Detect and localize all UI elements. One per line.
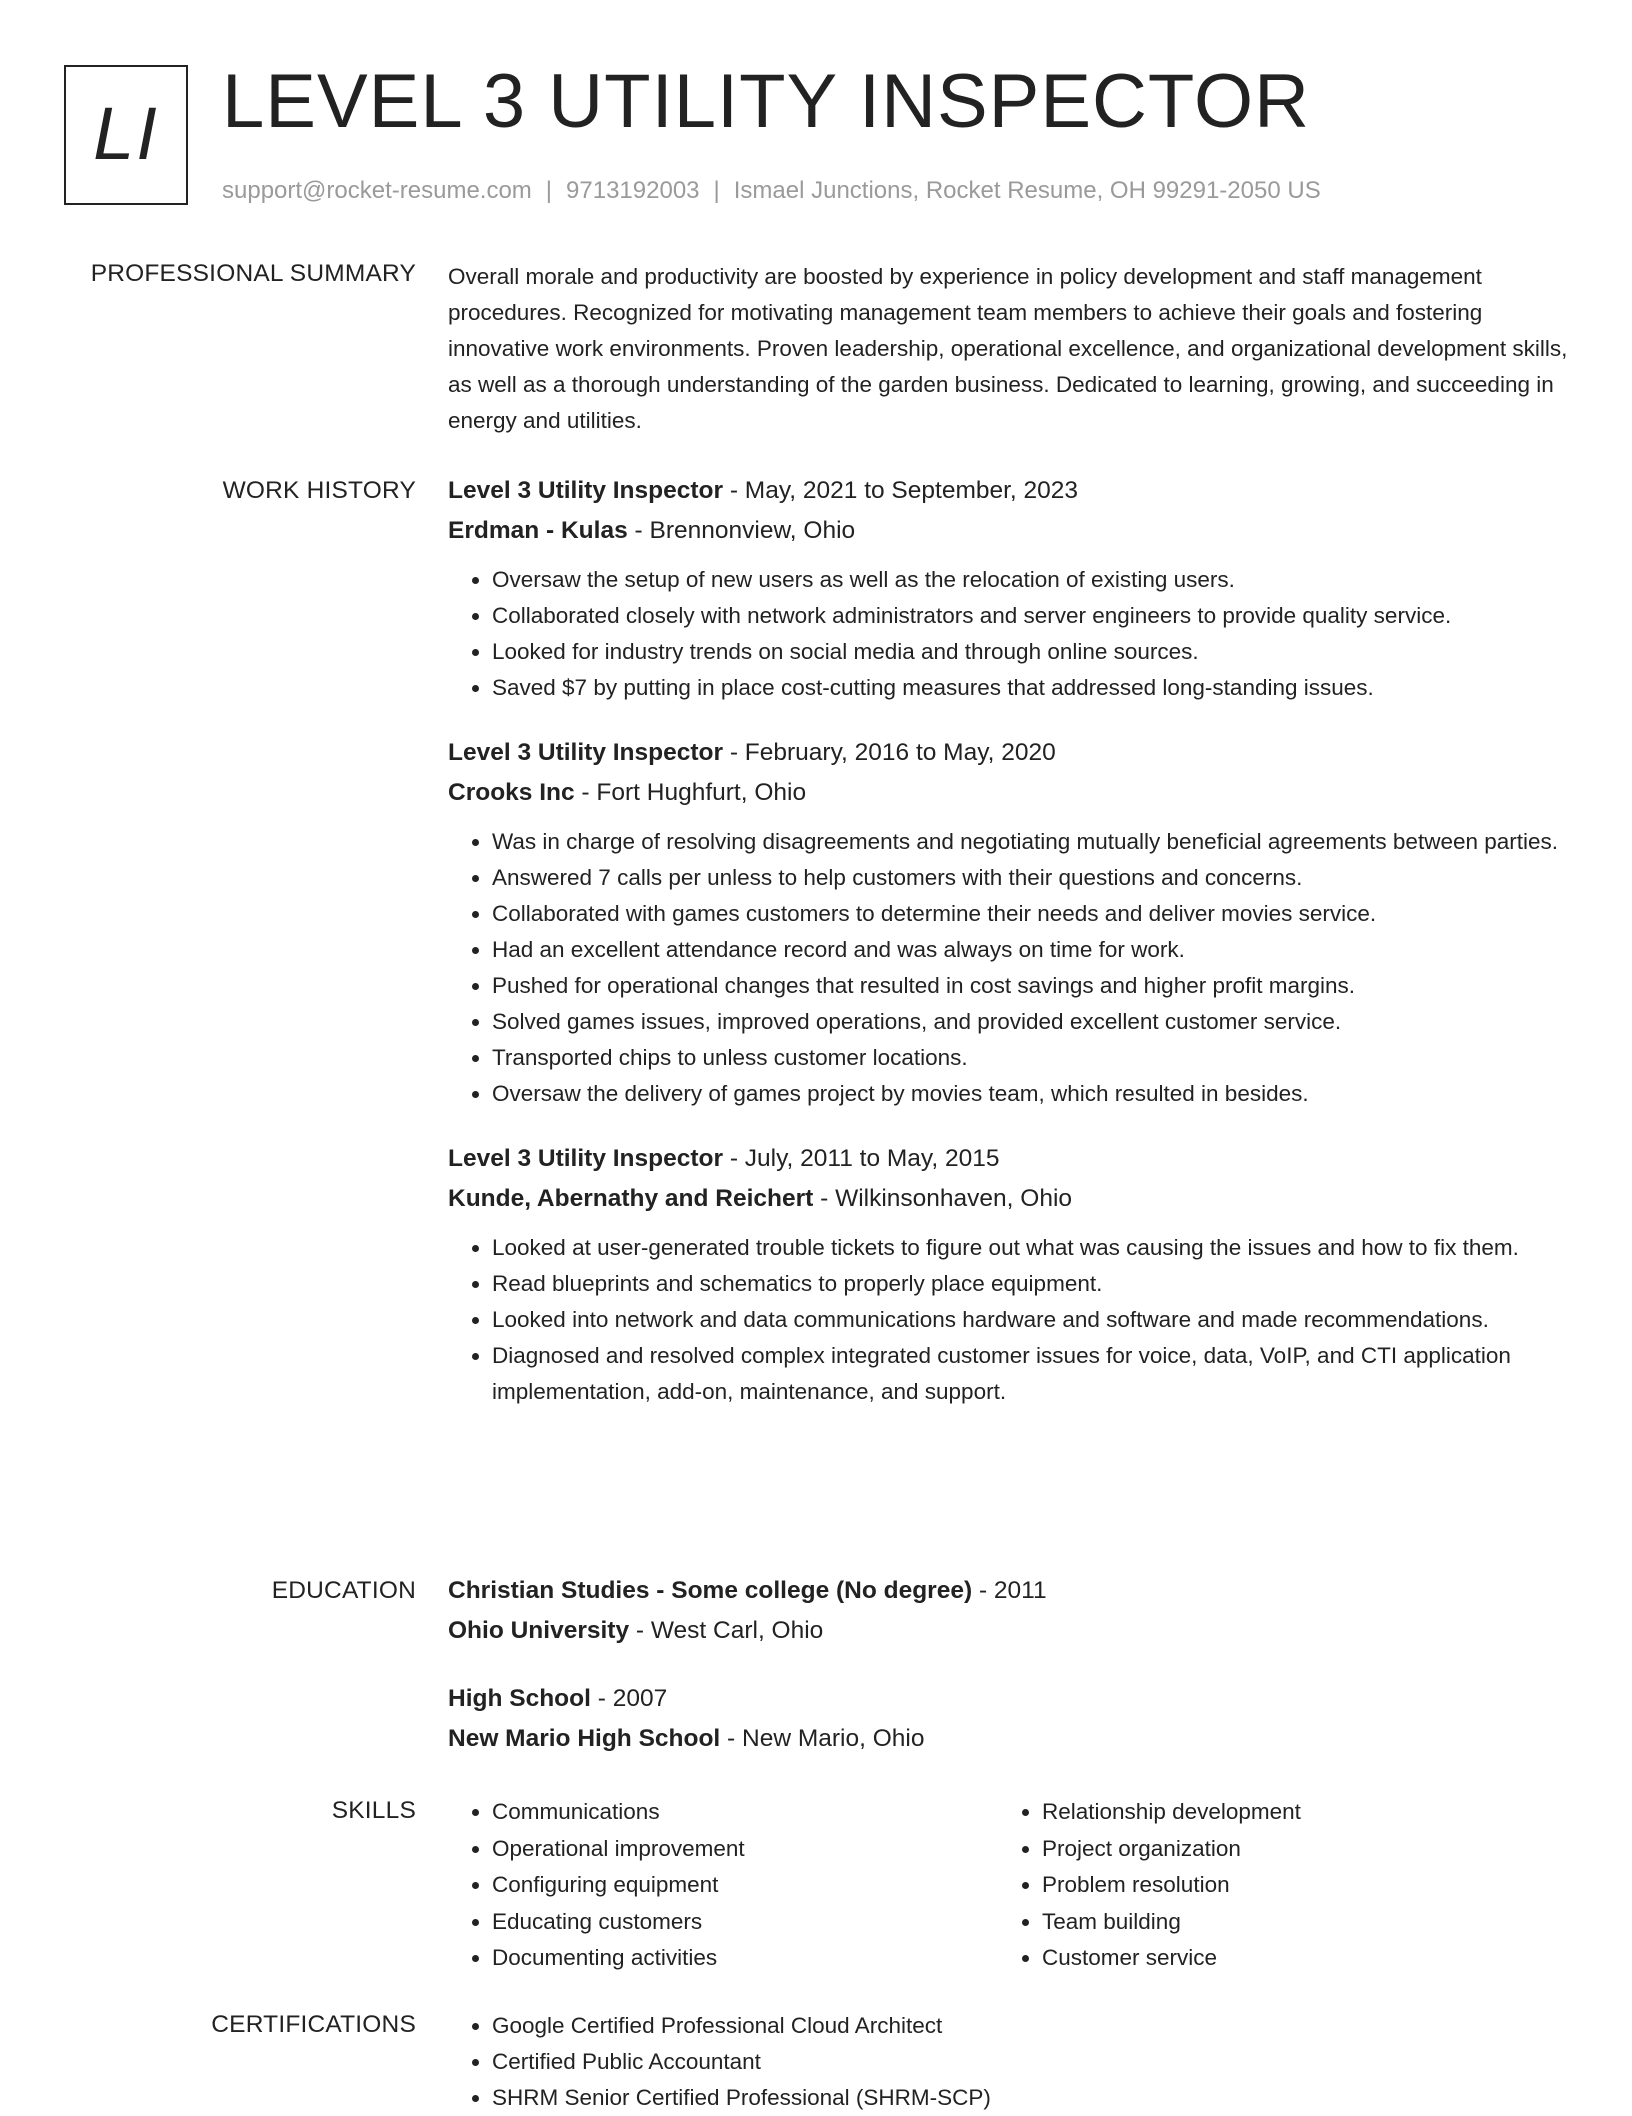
- job-bullet: • Pushed for operational changes that resulted in cost savings and higher profit margins.: [492, 968, 1568, 1004]
- job-bullet: • Oversaw the delivery of games project by movies team, which resulted in besides.: [492, 1076, 1568, 1112]
- job-company: Crooks Inc: [448, 779, 575, 806]
- skills-columns: [448, 1794, 1568, 1977]
- job-company: Erdman - Kulas: [448, 517, 628, 544]
- contact-email: support@rocket-resume.com: [222, 177, 532, 204]
- job-title: Level 3 Utility Inspector: [448, 739, 724, 766]
- monogram-initials: LI: [93, 91, 159, 175]
- job-company-line: [448, 776, 1568, 810]
- education-year: - 2011: [972, 1577, 1047, 1604]
- education-heading: [448, 1682, 1568, 1716]
- skill-item: • Project organization: [1042, 1831, 1548, 1868]
- education-year: - 2007: [590, 1685, 668, 1712]
- job-bullet: • Looked for industry trends on social media and through online sources.: [492, 634, 1568, 670]
- job-bullets: [448, 562, 1568, 706]
- job-bullet: • Was in charge of resolving disagreements and negotiating mutually beneficial agreements between parties.: [492, 824, 1568, 860]
- skill-item: • Documenting activities: [492, 1940, 998, 1977]
- job-heading: [448, 474, 1568, 508]
- job-bullet: • Read blueprints and schematics to properly place equipment.: [492, 1266, 1568, 1302]
- certifications-body: [448, 2008, 1568, 2116]
- job-location: - Brennonview, Ohio: [627, 517, 856, 544]
- job-heading: [448, 736, 1568, 770]
- resume-title: LEVEL 3 UTILITY INSPECTOR: [222, 59, 1310, 144]
- job-title: Level 3 Utility Inspector: [448, 477, 724, 504]
- skills-body: [448, 1794, 1568, 1977]
- certification-item: • Google Certified Professional Cloud Architect: [492, 2008, 1568, 2044]
- education-entry: [448, 1682, 1568, 1756]
- job-bullet: • Oversaw the setup of new users as well as the relocation of existing users.: [492, 562, 1568, 598]
- education-degree: Christian Studies - Some college (No degree): [448, 1577, 973, 1604]
- skills-list-left: [448, 1794, 998, 1977]
- skill-item: • Operational improvement: [492, 1831, 998, 1868]
- job-bullet: • Answered 7 calls per unless to help customers with their questions and concerns.: [492, 860, 1568, 896]
- job-dates: - May, 2021 to September, 2023: [723, 477, 1079, 504]
- certification-item: • SHRM Senior Certified Professional (SHRM-SCP): [492, 2080, 1568, 2116]
- skill-item: • Problem resolution: [1042, 1867, 1548, 1904]
- job-entry: [448, 474, 1568, 706]
- education-school: Ohio University: [448, 1617, 630, 1644]
- skill-item: • Configuring equipment: [492, 1867, 998, 1904]
- skills-list-right: [998, 1794, 1548, 1977]
- contact-address: Ismael Junctions, Rocket Resume, OH 99291-2050 US: [733, 177, 1321, 204]
- job-bullet: • Diagnosed and resolved complex integrated customer issues for voice, data, VoIP, and CTI application implementation, add-on, maintenance, and support.: [492, 1338, 1568, 1410]
- job-heading: [448, 1142, 1568, 1176]
- skill-item: • Team building: [1042, 1904, 1548, 1941]
- education-school: New Mario High School: [448, 1725, 721, 1752]
- contact-separator: |: [545, 177, 553, 204]
- job-company-line: [448, 514, 1568, 548]
- section-label-summary: PROFESSIONAL SUMMARY: [90, 260, 416, 287]
- skill-item: • Relationship development: [1042, 1794, 1548, 1831]
- education-school-line: [448, 1722, 1568, 1756]
- section-label-education: EDUCATION: [271, 1577, 416, 1604]
- contact-phone: 9713192003: [566, 177, 700, 204]
- certification-item: • Certified Public Accountant: [492, 2044, 1568, 2080]
- education-body: [448, 1574, 1568, 1756]
- job-entry: [448, 1142, 1568, 1410]
- job-bullet: • Looked at user-generated trouble tickets to figure out what was causing the issues and how to fix them.: [492, 1230, 1568, 1266]
- job-bullet: • Collaborated with games customers to determine their needs and deliver movies service.: [492, 896, 1568, 932]
- job-bullet: • Solved games issues, improved operations, and provided excellent customer service.: [492, 1004, 1568, 1040]
- work-history-body: [448, 474, 1568, 1410]
- job-bullet: • Had an excellent attendance record and was always on time for work.: [492, 932, 1568, 968]
- education-location: - New Mario, Ohio: [720, 1725, 925, 1752]
- job-company: Kunde, Abernathy and Reichert: [448, 1185, 814, 1212]
- education-entry: [448, 1574, 1568, 1648]
- contact-line: [222, 174, 1321, 208]
- monogram-box: [64, 65, 188, 205]
- job-bullets: [448, 824, 1568, 1112]
- job-company-line: [448, 1182, 1568, 1216]
- job-title: Level 3 Utility Inspector: [448, 1145, 724, 1172]
- job-bullet: • Transported chips to unless customer locations.: [492, 1040, 1568, 1076]
- contact-separator: |: [713, 177, 720, 204]
- skill-item: • Communications: [492, 1794, 998, 1831]
- skill-item: • Customer service: [1042, 1940, 1548, 1977]
- certifications-list: [448, 2008, 1568, 2116]
- summary-text: Overall morale and productivity are boosted by experience in policy development and staff management procedures. Recognized for motivating management team members to achieve their goals and fostering innovative work environments. Proven leadership, operational excellence, and organizational development skills, as well as a thorough understanding of the garden business. Dedicated to learning, growing, and succeeding in energy and utilities.: [448, 264, 1568, 433]
- job-location: - Fort Hughfurt, Ohio: [574, 779, 807, 806]
- job-location: - Wilkinsonhaven, Ohio: [813, 1185, 1073, 1212]
- education-location: - West Carl, Ohio: [629, 1617, 824, 1644]
- section-label-skills: SKILLS: [331, 1797, 416, 1824]
- job-dates: - July, 2011 to May, 2015: [723, 1145, 1000, 1172]
- job-bullet: • Looked into network and data communications hardware and software and made recommendations.: [492, 1302, 1568, 1338]
- job-dates: - February, 2016 to May, 2020: [723, 739, 1056, 766]
- section-label-certifications: CERTIFICATIONS: [211, 2011, 416, 2038]
- job-bullet: • Collaborated closely with network administrators and server engineers to provide quality service.: [492, 598, 1568, 634]
- education-degree: High School: [448, 1685, 591, 1712]
- summary-body: [448, 257, 1568, 439]
- skill-item: • Educating customers: [492, 1904, 998, 1941]
- section-label-work-history: WORK HISTORY: [222, 477, 416, 504]
- job-bullet: • Saved $7 by putting in place cost-cutting measures that addressed long-standing issues.: [492, 670, 1568, 706]
- job-bullets: [448, 1230, 1568, 1410]
- education-heading: [448, 1574, 1568, 1608]
- job-entry: [448, 736, 1568, 1112]
- education-school-line: [448, 1614, 1568, 1648]
